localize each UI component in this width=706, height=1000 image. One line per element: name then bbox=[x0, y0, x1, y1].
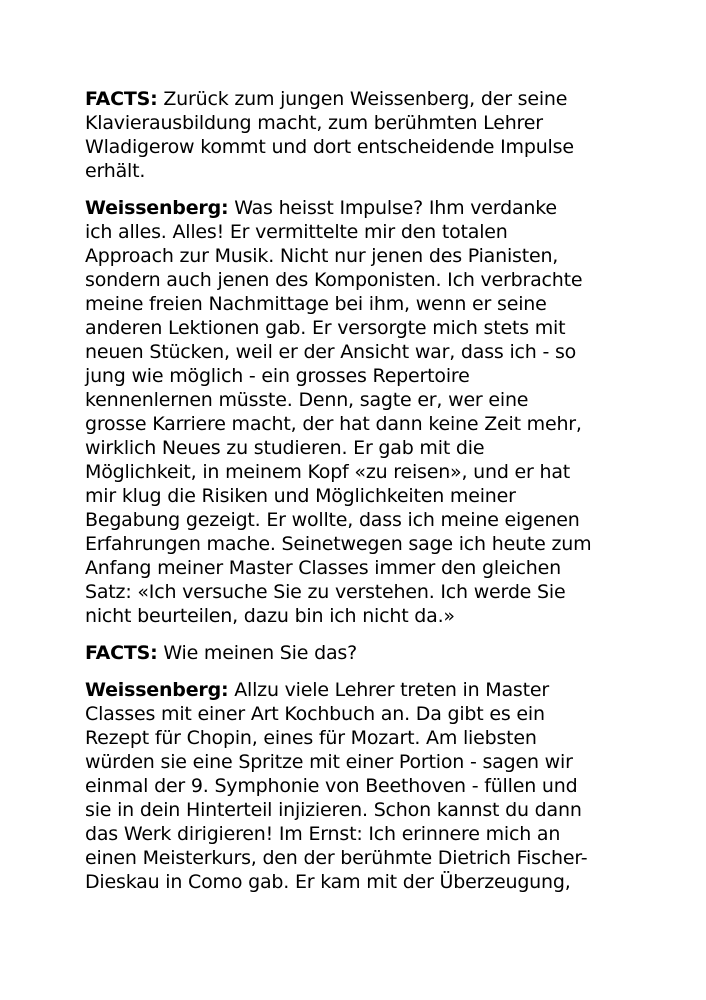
paragraph-text: Allzu viele Lehrer treten in Master Classes mit einer Art Kochbuch an. Da gibt es ein Rezept für Chopin, eines für Mozart. Am liebsten würden sie eine Spritze mit einer Portion - sagen wir einmal der 9. Symphonie von Beethoven - füllen und sie in dein Hinterteil injizieren. Schon kannst du dann das Werk dirigieren! Im Ernst: Ich erinnere mich an einen Meisterkurs, den der berühmte Dietrich Fischer- Dieskau in Como gab. Er kam mit der Überzeugung, bbox=[85, 679, 588, 893]
speaker-label: FACTS: bbox=[85, 642, 158, 664]
paragraph-text: Wie meinen Sie das? bbox=[163, 642, 357, 664]
speaker-label: FACTS: bbox=[85, 88, 158, 110]
document-page bbox=[85, 87, 630, 907]
interview-paragraph-4 bbox=[85, 678, 630, 894]
paragraph-text: Was heisst Impulse? Ihm verdanke ich alles. Alles! Er vermittelte mir den totalen Approach zur Musik. Nicht nur jenen des Pianisten, sondern auch jenen des Komponisten. Ich verbrachte meine freien Nachmittage bei ihm, wenn er seine anderen Lektionen gab. Er versorgte mich stets mit neuen Stücken, weil er der Ansicht war, dass ich - so jung wie möglich - ein grosses Repertoire kennenlernen müsste. Denn, sagte er, wer eine grosse Karriere macht, der hat dann keine Zeit mehr, wirklich Neues zu studieren. Er gab mit die Möglichkeit, in meinem Kopf «zu reisen», und er hat mir klug die Risiken und Möglichkeiten meiner Begabung gezeigt. Er wollte, dass ich meine eigenen Erfahrungen mache. Seinetwegen sage ich heute zum Anfang meiner Master Classes immer den gleichen Satz: «Ich versuche Sie zu verstehen. Ich werde Sie nicht beurteilen, dazu bin ich nicht da.» bbox=[85, 197, 592, 627]
speaker-label: Weissenberg: bbox=[85, 197, 229, 219]
speaker-label: Weissenberg: bbox=[85, 679, 229, 701]
interview-paragraph-2 bbox=[85, 196, 630, 628]
interview-paragraph-3 bbox=[85, 641, 630, 665]
paragraph-text: Zurück zum jungen Weissenberg, der seine Klavierausbildung macht, zum berühmten Lehrer Wladigerow kommt und dort entscheidende Impulse erhält. bbox=[85, 88, 574, 182]
interview-paragraph-1 bbox=[85, 87, 630, 183]
